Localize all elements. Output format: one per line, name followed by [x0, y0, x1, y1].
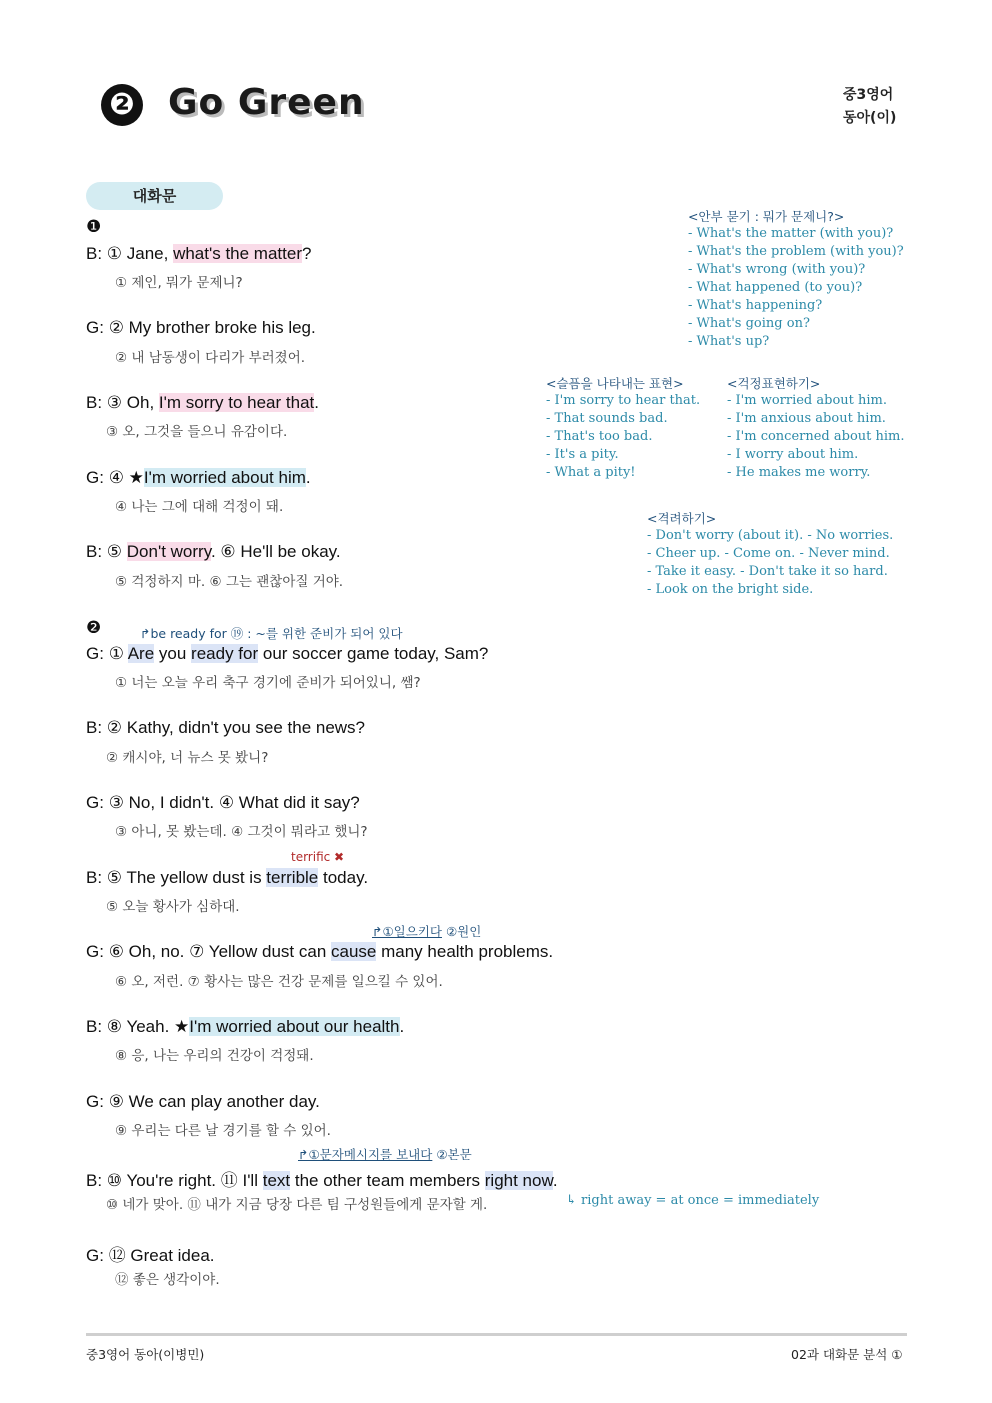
- dialog-line: B: ① Jane, what's the matter?: [86, 244, 312, 263]
- translation: ③ 아니, 못 봤는데. ④ 그것이 뭐라고 했니?: [115, 824, 368, 840]
- asking-expressions-box: <안부 묻기 : 뭐가 문제니?> - What's the matter (with you)? - What's the problem (with you)? - What's wrong (with you)? - What happened (to you)? - What's happening? - What's going on? - What's up?: [688, 209, 904, 349]
- highlight: I'm worried about our health: [189, 1017, 400, 1036]
- highlight: terrible: [266, 868, 319, 887]
- highlight: cause: [331, 942, 377, 961]
- speaker: G:: [86, 1246, 104, 1265]
- translation: ② 내 남동생이 다리가 부러졌어.: [115, 350, 306, 366]
- dialog-line: B: ⑩ You're right. ⑪ I'll text the other team members right now.: [86, 1171, 558, 1190]
- sorrow-expressions-box: <슬픔을 나타내는 표현> - I'm sorry to hear that. - That sounds bad. - That's too bad. - It's a pity. - What a pity!: [546, 376, 701, 480]
- translation: ⑫ 좋은 생각이야.: [115, 1272, 220, 1288]
- translation: ⑩ 네가 맞아. ⑪ 내가 지금 당장 다른 팀 구성원들에게 문자할 게.: [106, 1197, 488, 1213]
- translation: ⑥ 오, 저런. ⑦ 황사는 많은 건강 문제를 일으킬 수 있어.: [115, 974, 443, 990]
- worry-expressions-box: <걱정표현하기> - I'm worried about him. - I'm anxious about him. - I'm concerned about him. - I worry about him. - He makes me worry.: [727, 376, 905, 480]
- grade-label: 중3영어: [843, 87, 894, 103]
- speaker: B:: [86, 1171, 103, 1190]
- dialog-line: G: ⑥ Oh, no. ⑦ Yellow dust can cause many health problems.: [86, 942, 554, 961]
- speaker: G:: [86, 468, 104, 487]
- dialog-line: B: ③ Oh, I'm sorry to hear that.: [86, 393, 319, 412]
- translation: ④ 나는 그에 대해 걱정이 돼.: [115, 499, 284, 515]
- publisher-label: 동아(이): [843, 110, 897, 126]
- dialog-line: G: ① Are you ready for our soccer game today, Sam?: [86, 644, 489, 663]
- lesson-number-badge: ❷: [101, 84, 143, 126]
- highlight: text: [262, 1171, 291, 1190]
- dialog-line: B: ⑧ Yeah. ★I'm worried about our health.: [86, 1017, 405, 1036]
- speaker: G:: [86, 793, 104, 812]
- section-label: 대화문: [86, 182, 223, 210]
- translation: ① 너는 오늘 우리 축구 경기에 준비가 되어있니, 쌤?: [115, 675, 421, 691]
- dialog-line: G: ③ No, I didn't. ④ What did it say?: [86, 793, 360, 812]
- speaker: B:: [86, 1017, 103, 1036]
- box-title: <걱정표현하기>: [727, 376, 821, 391]
- correction-note: terrific ✖: [291, 850, 345, 864]
- box-title: <안부 묻기 : 뭐가 문제니?>: [688, 209, 845, 224]
- page-title: Go Green: [168, 82, 365, 123]
- box-title: <격려하기>: [647, 511, 717, 526]
- highlight: Are: [127, 644, 155, 663]
- translation: ⑤ 걱정하지 마. ⑥ 그는 괜찮아질 거야.: [115, 574, 344, 590]
- highlight: ready for: [191, 644, 259, 663]
- translation: ② 캐시야, 너 뉴스 못 봤니?: [106, 750, 269, 766]
- vocab-note: ↱①일으키다 ②원인: [372, 924, 482, 939]
- speaker: G:: [86, 644, 104, 663]
- speaker: B:: [86, 393, 103, 412]
- translation: ⑨ 우리는 다른 날 경기를 할 수 있어.: [115, 1123, 331, 1139]
- dialog-line: G: ⑫ Great idea.: [86, 1246, 215, 1265]
- footer-right: 02과 대화문 분석 ①: [791, 1347, 903, 1362]
- dialog-number: ❷: [86, 618, 102, 638]
- speaker: G:: [86, 318, 104, 337]
- box-title: <슬픔을 나타내는 표현>: [546, 376, 684, 391]
- speaker: B:: [86, 718, 103, 737]
- dialog-line: G: ② My brother broke his leg.: [86, 318, 316, 337]
- synonym-note: ↳ right away = at once = immediately: [566, 1193, 820, 1208]
- highlight: I'm sorry to hear that: [158, 393, 315, 412]
- encouragement-expressions-box: <격려하기> - Don't worry (about it). - No worries. - Cheer up. - Come on. - Never mind. - Take it easy. - Don't take it so hard. - Look on the bright side.: [647, 511, 894, 597]
- translation: ⑤ 오늘 황사가 심하대.: [106, 899, 240, 915]
- highlight: what's the matter: [173, 244, 302, 263]
- translation: ③ 오, 그것을 들으니 유감이다.: [106, 424, 288, 440]
- highlight: right now: [484, 1171, 553, 1190]
- footer-divider: [86, 1333, 907, 1336]
- dialog-number: ❶: [86, 217, 102, 237]
- dialog-line: B: ⑤ The yellow dust is terrible today.: [86, 868, 369, 887]
- vocab-note: ↱be ready for ⑲ : ~를 위한 준비가 되어 있다: [140, 626, 403, 641]
- footer-left: 중3영어 동아(이병민): [86, 1347, 205, 1362]
- translation: ⑧ 응, 나는 우리의 건강이 걱정돼.: [115, 1048, 314, 1064]
- dialog-line: B: ② Kathy, didn't you see the news?: [86, 718, 366, 737]
- speaker: G:: [86, 1092, 104, 1111]
- vocab-note: ↱①문자메시지를 보내다 ②본문: [298, 1147, 472, 1162]
- speaker: B:: [86, 244, 103, 263]
- speaker: B:: [86, 542, 103, 561]
- highlight: I'm worried about him: [143, 468, 306, 487]
- speaker: G:: [86, 942, 104, 961]
- dialog-line: G: ⑨ We can play another day.: [86, 1092, 320, 1111]
- highlight: Don't worry: [126, 542, 211, 561]
- dialog-line: B: ⑤ Don't worry. ⑥ He'll be okay.: [86, 542, 341, 561]
- translation: ① 제인, 뭐가 문제니?: [115, 275, 243, 291]
- speaker: B:: [86, 868, 103, 887]
- dialog-line: G: ④ ★I'm worried about him.: [86, 468, 311, 487]
